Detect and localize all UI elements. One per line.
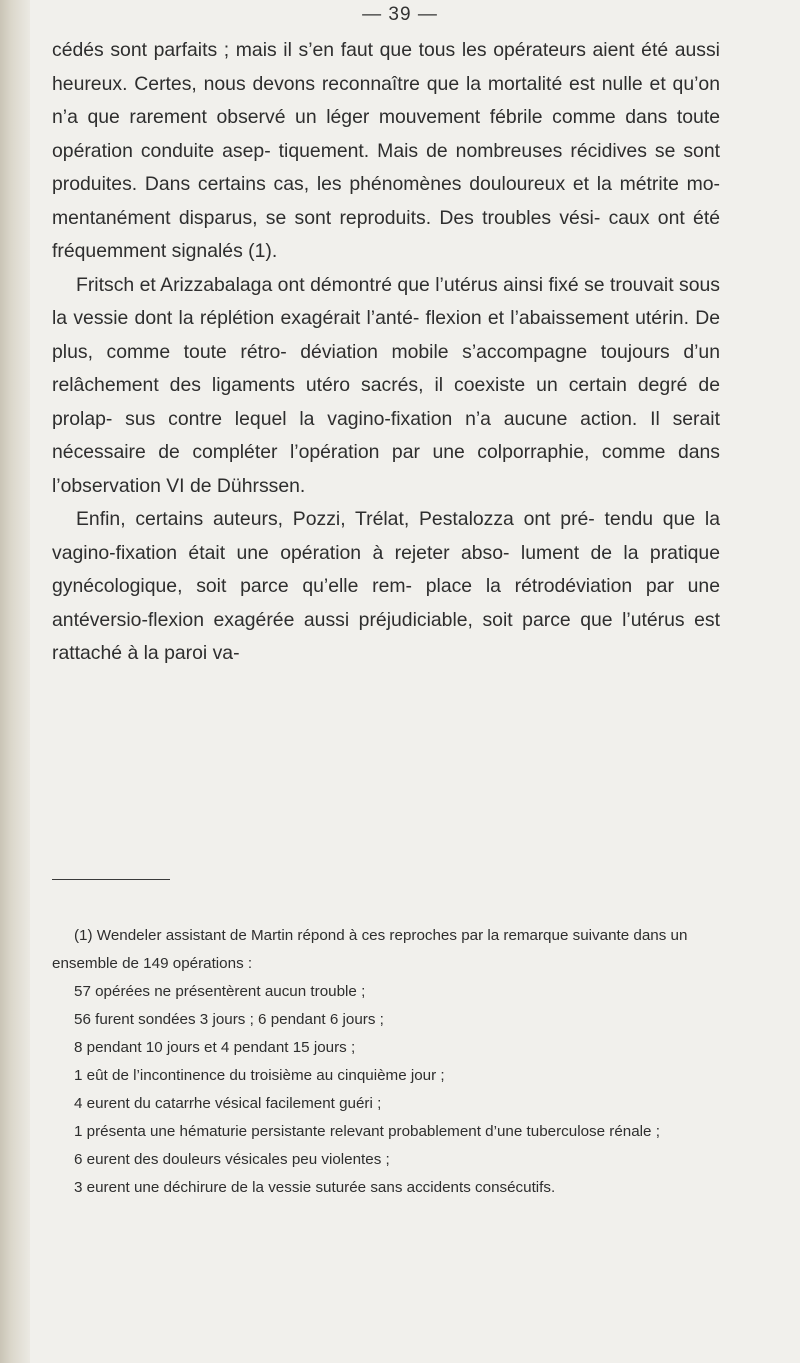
footnote-line: 56 furent sondées 3 jours ; 6 pendant 6 jours ; (74, 1011, 384, 1028)
page-binding-shadow (0, 0, 30, 1363)
footnote (52, 922, 722, 1202)
main-text (52, 34, 720, 671)
page-number: — 39 — (362, 4, 438, 25)
footnote-line: (1) Wendeler assistant de Martin répond à ces reproches par la remarque suivante dans un ensemble de 149 opérations : (52, 927, 688, 972)
footnote-line: 1 présenta une hématurie persistante relevant probablement d’une tuberculose rénale ; (74, 1123, 660, 1140)
footnote-line: 4 eurent du catarrhe vésical facilement guéri ; (74, 1095, 382, 1112)
footnote-line: 6 eurent des douleurs vésicales peu violentes ; (74, 1151, 390, 1168)
paragraph: Fritsch et Arizzabalaga ont démontré que l’utérus ainsi fixé se trouvait sous la vessie dont la réplétion exagérait l’anté- flexion et l’abaissement utérin. De plus, comme toute rétro- déviation mobile s’accompagne toujours d’un relâchement des ligaments utéro sacrés, il coexiste un certain degré de prolap- sus contre lequel la vagino-fixation n’a aucune action. Il serait nécessaire de compléter l’opération par une colporraphie, comme dans l’observation VI de Dührssen. (52, 273, 720, 497)
footnote-line: 8 pendant 10 jours et 4 pendant 15 jours ; (74, 1039, 356, 1056)
footnote-separator (52, 879, 170, 880)
paragraph: cédés sont parfaits ; mais il s’en faut que tous les opérateurs aient été aussi heureux. Certes, nous devons reconnaître que la mortalité est nulle et qu’on n’a que rarement observé un léger mouvement fébrile comme dans toute opération conduite asep- tiquement. Mais de nombreuses récidives se sont produites. Dans certains cas, les phénomènes douloureux et la métrite mo- mentanément disparus, se sont reproduits. Des troubles vési- caux ont été fréquemment signalés (1). (52, 39, 720, 262)
paragraph: Enfin, certains auteurs, Pozzi, Trélat, Pestalozza ont pré- tendu que la vagino-fixation était une opération à rejeter abso- lument de la pratique gynécologique, soit parce qu’elle rem- place la rétrodéviation par une antéversio-flexion exagérée aussi préjudiciable, soit parce que l’utérus est rattaché à la paroi va- (52, 508, 720, 664)
footnote-line: 57 opérées ne présentèrent aucun trouble ; (74, 983, 366, 1000)
footnote-line: 1 eût de l’incontinence du troisième au cinquième jour ; (74, 1067, 445, 1084)
footnote-line: 3 eurent une déchirure de la vessie suturée sans accidents consécutifs. (74, 1179, 556, 1196)
